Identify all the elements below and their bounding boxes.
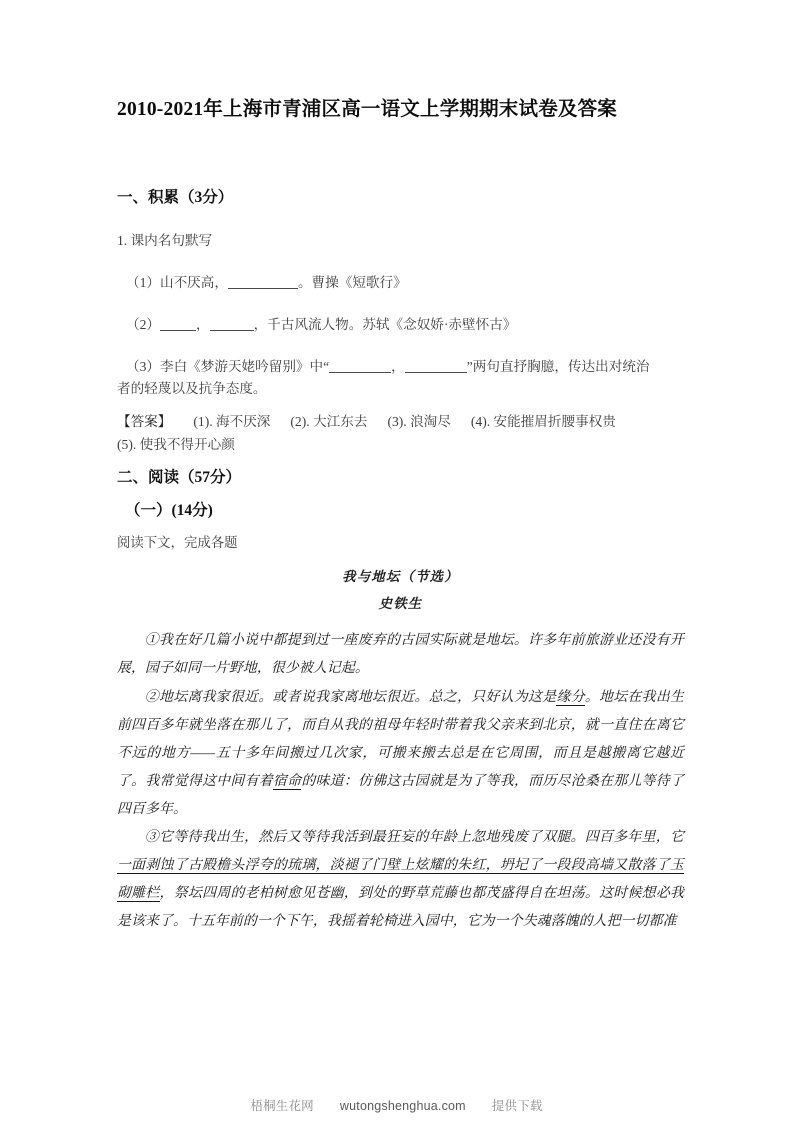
passage-text: 。地坛在我出生前四百多年就坐落在那儿了，而自从我的祖母年轻时带着我父亲来到北京，就一直住在离它不远的地方——五十多年间搬过几次家，可搬来搬去总是在它周围，而且是越搬离它越近了。我常觉得这中间有着 (117, 689, 685, 789)
spacer (117, 336, 684, 356)
footer-watermark (0, 1096, 793, 1114)
answer-item: (1). 海不厌深 (193, 413, 271, 429)
spacer (117, 294, 684, 314)
spacer (117, 522, 684, 532)
underlined-text: 宿命 (272, 773, 302, 789)
answer-blank[interactable] (405, 372, 467, 373)
answer-item: (2). 大江东去 (290, 413, 368, 429)
paragraph-marker: ① (144, 633, 159, 649)
page-title: 2010-2021年上海市青浦区高一语文上学期期末试卷及答案 (117, 99, 617, 120)
passage-text: 的味道：仿佛这古园就是为了等我，而历尽沧桑在那儿等待了四百多年。 (117, 773, 685, 817)
answer-item: (4). 安能摧眉折腰事权贵 (470, 413, 616, 429)
answer-line-primary (117, 410, 684, 433)
spacer (117, 456, 684, 466)
fill-blank-item-3-prefix: （3）李白《梦游天姥吟留别》中“ (126, 358, 330, 374)
answer-blank[interactable] (210, 330, 254, 331)
underlined-text: 一面剥蚀了古殿檐头浮夸的琉璃，淡褪了门壁上炫耀的朱红，坍圮了一段段高墙又散落了玉砌雕栏 (117, 858, 684, 902)
passage-paragraph (117, 627, 684, 683)
fill-blank-item-3-wrap: 者的轻蔑以及抗争态度。 (117, 380, 267, 396)
answer-tag: 【答案】 (117, 413, 172, 429)
answer-line-secondary: (5). 使我不得开心颜 (117, 436, 235, 452)
spacer (117, 400, 684, 410)
answer-item: (3). 浪淘尽 (387, 413, 451, 429)
document-content (117, 96, 684, 936)
spacer (117, 617, 684, 627)
footer-note: 提供下载 (491, 1099, 543, 1113)
spacer (117, 124, 684, 186)
fill-blank-item-2 (117, 314, 684, 336)
paragraph-marker: ② (144, 689, 159, 705)
fill-blank-item-2-mid: ， (195, 316, 210, 332)
passage-text: ，祭坛四周的老柏树愈见苍幽，到处的野草荒藤也都茂盛得自在坦荡。这时候想必我是该来了。十五年前的一个下午，我摇着轮椅进入园中，它为一个失魂落魄的人把一切都准 (117, 886, 684, 930)
reading-instruction: 阅读下文，完成各题 (117, 535, 238, 551)
answer-blank[interactable] (160, 330, 196, 331)
passage-paragraph (117, 684, 684, 824)
question-number-1: 1. 课内名句默写 (117, 232, 213, 248)
answer-blank[interactable] (228, 288, 298, 289)
passage-text: 它等待我出生，然后又等待我活到最狂妄的年龄上忽地残废了双腿。四百多年里，它 (159, 829, 684, 845)
fill-blank-item-2-prefix: （2） (126, 316, 160, 332)
fill-blank-item-2-suffix: ，千古风流人物。苏轼《念奴娇·赤壁怀古》 (253, 316, 517, 332)
fill-blank-item-1-suffix: 。曹操《短歌行》 (297, 274, 407, 290)
section-heading-one: 一、积累（3分） (117, 189, 234, 207)
paragraph-marker: ③ (144, 829, 159, 845)
footer-site-name: 梧桐生花网 (250, 1099, 314, 1113)
spacer (117, 489, 684, 499)
passage-body (117, 627, 684, 936)
fill-blank-item-3-suffix: ”两句直抒胸臆，传达出对统治 (466, 358, 650, 374)
fill-blank-item-1 (117, 272, 684, 294)
underlined-text: 缘分 (556, 689, 585, 705)
passage-paragraph (117, 824, 684, 936)
footer-url: wutongshenghua.com (339, 1099, 466, 1113)
answer-blank[interactable] (329, 372, 391, 373)
passage-author: 史铁生 (378, 595, 423, 611)
section-heading-two: 二、阅读（57分） (117, 468, 242, 486)
passage-title: 我与地坛（节选） (342, 568, 459, 584)
spacer (117, 252, 684, 272)
sub-section-heading: （一）(14分) (125, 502, 213, 520)
spacer (117, 210, 684, 230)
spacer (117, 554, 684, 564)
fill-blank-item-1-prefix: （1）山不厌高， (126, 274, 228, 290)
passage-text: 地坛离我家很近。或者说我家离地坛很近。总之，只好认为这是 (159, 689, 557, 705)
fill-blank-item-3 (117, 356, 684, 378)
passage-text: 我在好几篇小说中都提到过一座废弃的古园实际就是地坛。许多年前旅游业还没有开展，园子如同一片野地，很少被人记起。 (117, 633, 684, 677)
fill-blank-item-3-mid: ， (391, 358, 405, 374)
